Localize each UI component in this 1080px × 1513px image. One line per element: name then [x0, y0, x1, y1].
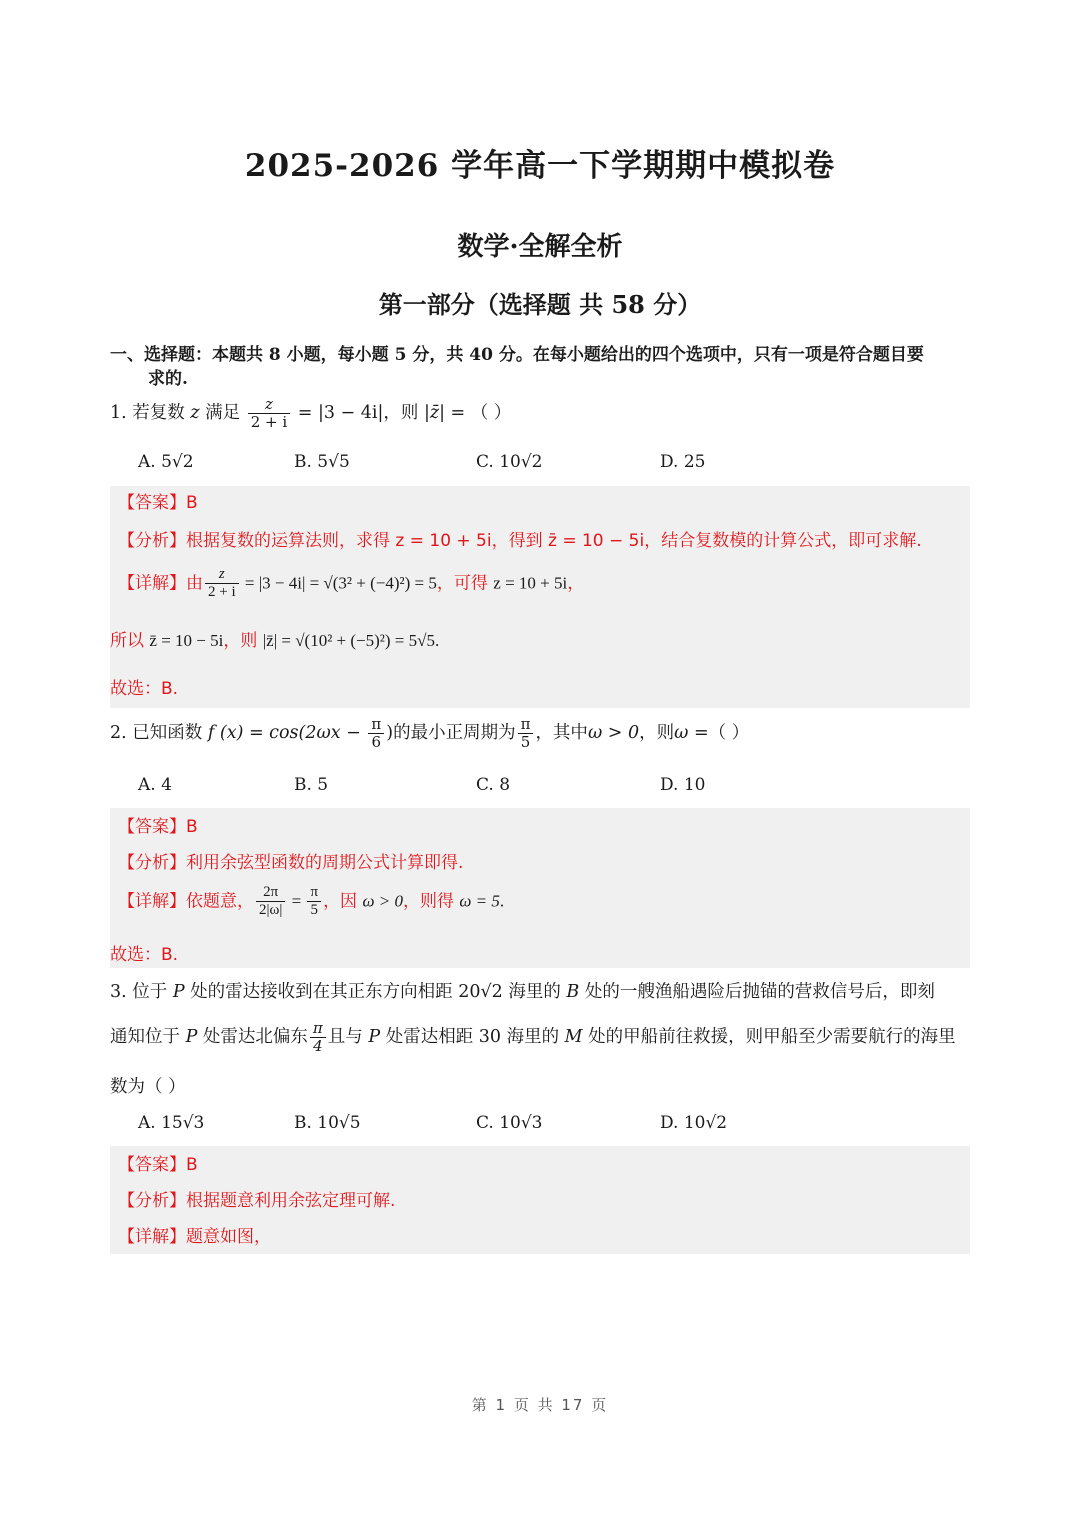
option-d: D. 10: [660, 775, 706, 795]
answer-3: 【答案】B: [118, 1155, 198, 1175]
question-3-line3: 数为（ ）: [110, 1077, 186, 1097]
option-b: B. 5√5: [294, 452, 350, 472]
section-instruction-line1: 一、选择题：本题共 8 小题，每小题 5 分，共 40 分。在每小题给出的四个选项中，只有一项是符合题目要: [110, 345, 924, 365]
solution-box-3: [110, 1146, 970, 1254]
solution-box-2: [110, 808, 970, 968]
section-instruction-line2: 求的.: [148, 369, 188, 389]
fraction: $\frac{\pi}{6}$: [368, 716, 384, 751]
option-b: B. 10√5: [294, 1113, 361, 1133]
fraction: $\frac{\pi}{5}$: [518, 716, 534, 751]
detail-2: 【详解】依题意， $\frac{2\pi}{2|\omega|}$ = $\frac{\pi}{5}$ ，因 ω > 0，则得 ω = 5.: [118, 884, 505, 918]
question-3-line1: 3. 位于 P 处的雷达接收到在其正东方向相距 20√2 海里的 B 处的一艘渔船遇险后抛锚的营救信号后，即刻: [110, 982, 935, 1002]
fraction: $\frac{z}{2 + i}$: [248, 396, 290, 431]
option-a: A. 5√2: [138, 452, 194, 472]
option-a: A. 15√3: [138, 1113, 205, 1133]
detail-1: 【详解】由 $\frac{z}{2 + i}$ = |3 − 4i| = √(3² + (−4)²) = 5，可得 z = 10 + 5i，: [118, 566, 585, 600]
question-1: 1. 若复数 z 满足 $\frac{z}{2 + i}$ = |3 − 4i|，则 |z̄| = （ ）: [110, 395, 512, 431]
fraction: $\frac{2\pi}{2|\omega|}$: [256, 884, 285, 919]
solution-box-1: [110, 486, 970, 708]
detail-1-line2: 所以 z̄ = 10 − 5i，则 |z̄| = √(10² + (−5)²) = 5√5.: [110, 631, 440, 651]
answer-1: 【答案】B: [118, 493, 198, 513]
answer-2: 【答案】B: [118, 817, 198, 837]
question-3-line2: 通知位于 P 处雷达北偏东 $\frac{\pi}{4}$ 且与 P 处雷达相距 30 海里的 M 处的甲船前往救援，则甲船至少需要航行的海里: [110, 1019, 956, 1055]
detail-3: 【详解】题意如图，: [118, 1227, 271, 1247]
analysis-1: 【分析】根据复数的运算法则，求得 z = 10 + 5i，得到 z̄ = 10 − 5i，结合复数模的计算公式，即可求解.: [118, 531, 922, 551]
option-d: D. 25: [660, 452, 706, 472]
page-footer: 第 1 页 共 17 页: [471, 1396, 609, 1414]
fraction: $\frac{\pi}{5}$: [307, 884, 321, 919]
analysis-3: 【分析】根据题意利用余弦定理可解.: [118, 1191, 396, 1211]
option-c: C. 10√2: [476, 452, 543, 472]
option-b: B. 5: [294, 775, 329, 795]
analysis-2: 【分析】利用余弦型函数的周期公式计算即得.: [118, 853, 464, 873]
conclusion-1: 故选：B.: [110, 679, 179, 699]
fraction: $\frac{z}{2 + i}$: [205, 566, 239, 601]
option-d: D. 10√2: [660, 1113, 728, 1133]
option-a: A. 4: [138, 775, 172, 795]
fraction: $\frac{\pi}{4}$: [310, 1020, 326, 1055]
conclusion-2: 故选：B.: [110, 945, 179, 965]
part-heading: 第一部分（选择题 共 58 分）: [378, 290, 702, 319]
option-c: C. 10√3: [476, 1113, 543, 1133]
exam-title: 2025-2026 学年高一下学期期中模拟卷: [244, 148, 836, 184]
option-c: C. 8: [476, 775, 511, 795]
question-2: 2. 已知函数 f (x) = cos(2ωx − $\frac{\pi}{6}$ )的最小正周期为 $\frac{\pi}{5}$ ，其中ω > 0，则ω =（ ）: [110, 715, 750, 751]
exam-subtitle: 数学·全解全析: [457, 232, 623, 262]
